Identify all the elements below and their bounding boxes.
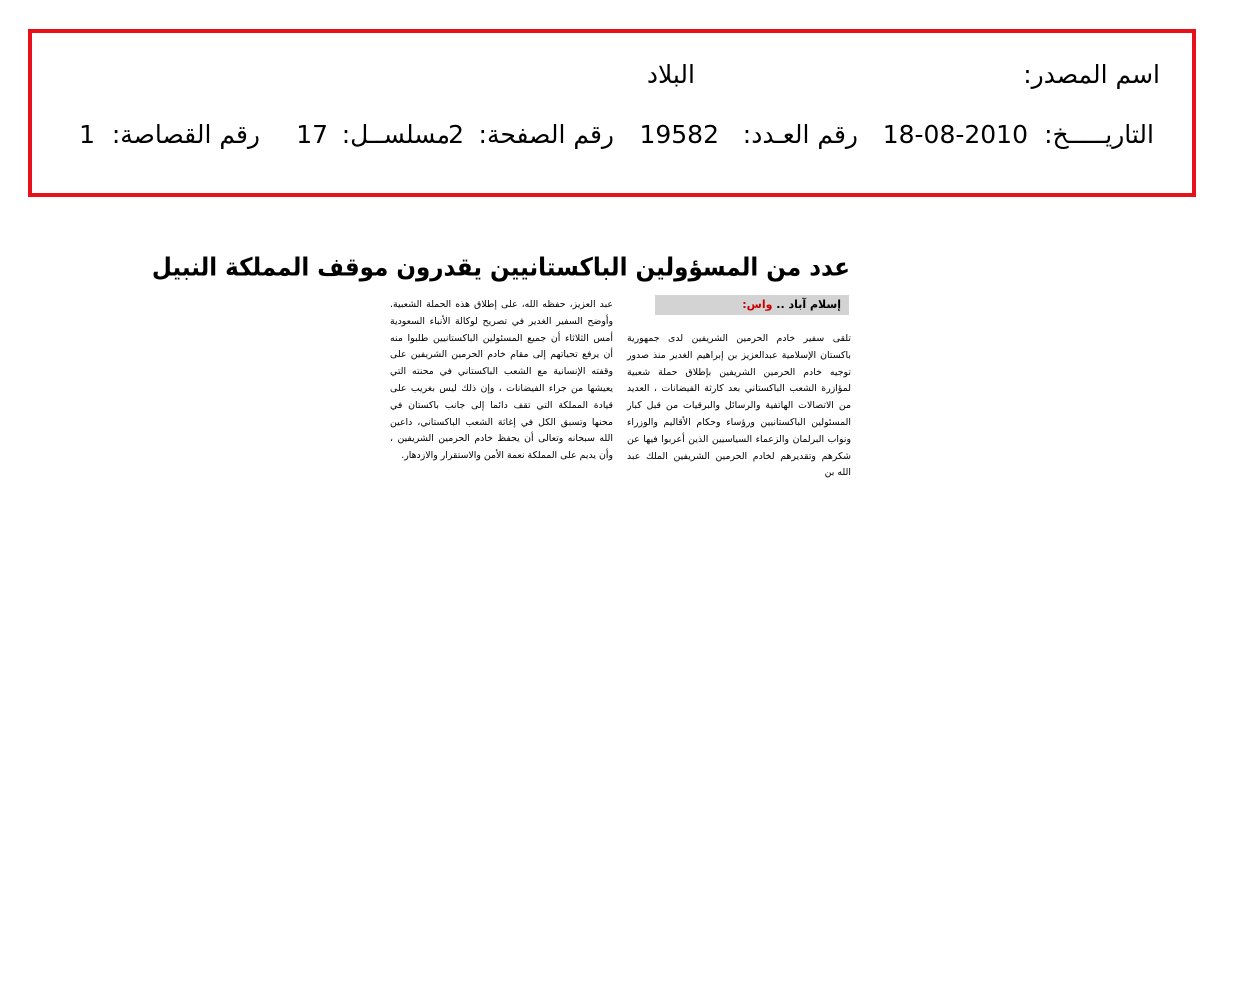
serial-value: 17 (296, 120, 328, 149)
source-value: البلاد (646, 60, 695, 89)
page-label: رقم الصفحة: (478, 120, 614, 149)
source-label: اسم المصدر: (1023, 60, 1160, 89)
article-headline: عدد من المسؤولين الباكستانيين يقدرون موقف المملكة النبيل (151, 253, 850, 283)
clip-label: رقم القصاصة: (111, 120, 260, 149)
dateline-source: واس: (742, 298, 773, 311)
page-value: 2 (448, 120, 464, 149)
article-dateline (655, 295, 849, 315)
article-column-left: عبد العزيز، حفظه الله، على إطلاق هذه الحملة الشعبية. وأوضح السفير الغدير في تصريح لوكالة الأنباء السعودية أمس الثلاثاء أن جميع المسئولين الباكستانيين طلبوا منه أن يرفع تحياتهم إلى مقام خادم الحرمين الشريفين على وقفته الإنسانية مع الشعب الباكستاني في محنته التي يعيشها من جراء الفيضانات ، وإن ذلك ليس بغريب على قيادة المملكة التي تقف دائما إلى جانب باكستان في محنها وتسبق الكل في إغاثة الشعب الباكستاني، داعين الله سبحانه وتعالى أن يحفظ خادم الحرمين الشريفين ، وأن يديم على المملكة نعمة الأمن والاستقرار والازدهار. (390, 299, 613, 462)
issue-label: رقم العـدد: (742, 120, 858, 149)
clip-value: 1 (79, 120, 95, 149)
clipping-metadata-box (28, 29, 1196, 197)
dateline-place: إسلام آباد .. (776, 298, 841, 311)
issue-value: 19582 (639, 120, 719, 149)
article-column-right: تلقى سفير خادم الحرمين الشريفين لدى جمهورية باكستان الإسلامية عبدالعزيز بن إبراهيم الغدير منذ صدور توجيه خادم الحرمين الشريفين بإطلاق حملة شعبية لمؤازرة الشعب الباكستاني بعد كارثة الفيضانات ، العديد من الاتصالات الهاتفية والرسائل والبرقيات من قبل كبار المسئولين الباكستانيين ورؤساء وحكام الأقاليم والوزراء ونواب البرلمان والزعماء السياسيين الذين أعربوا فيها عن شكرهم وتقديرهم لخادم الحرمين الشريفين الملك عبد الله بن (627, 333, 851, 479)
date-value: 18-08-2010 (882, 120, 1028, 149)
date-label: التاريـــــخ: (1044, 120, 1154, 149)
serial-label: مسلســل: (341, 120, 450, 149)
